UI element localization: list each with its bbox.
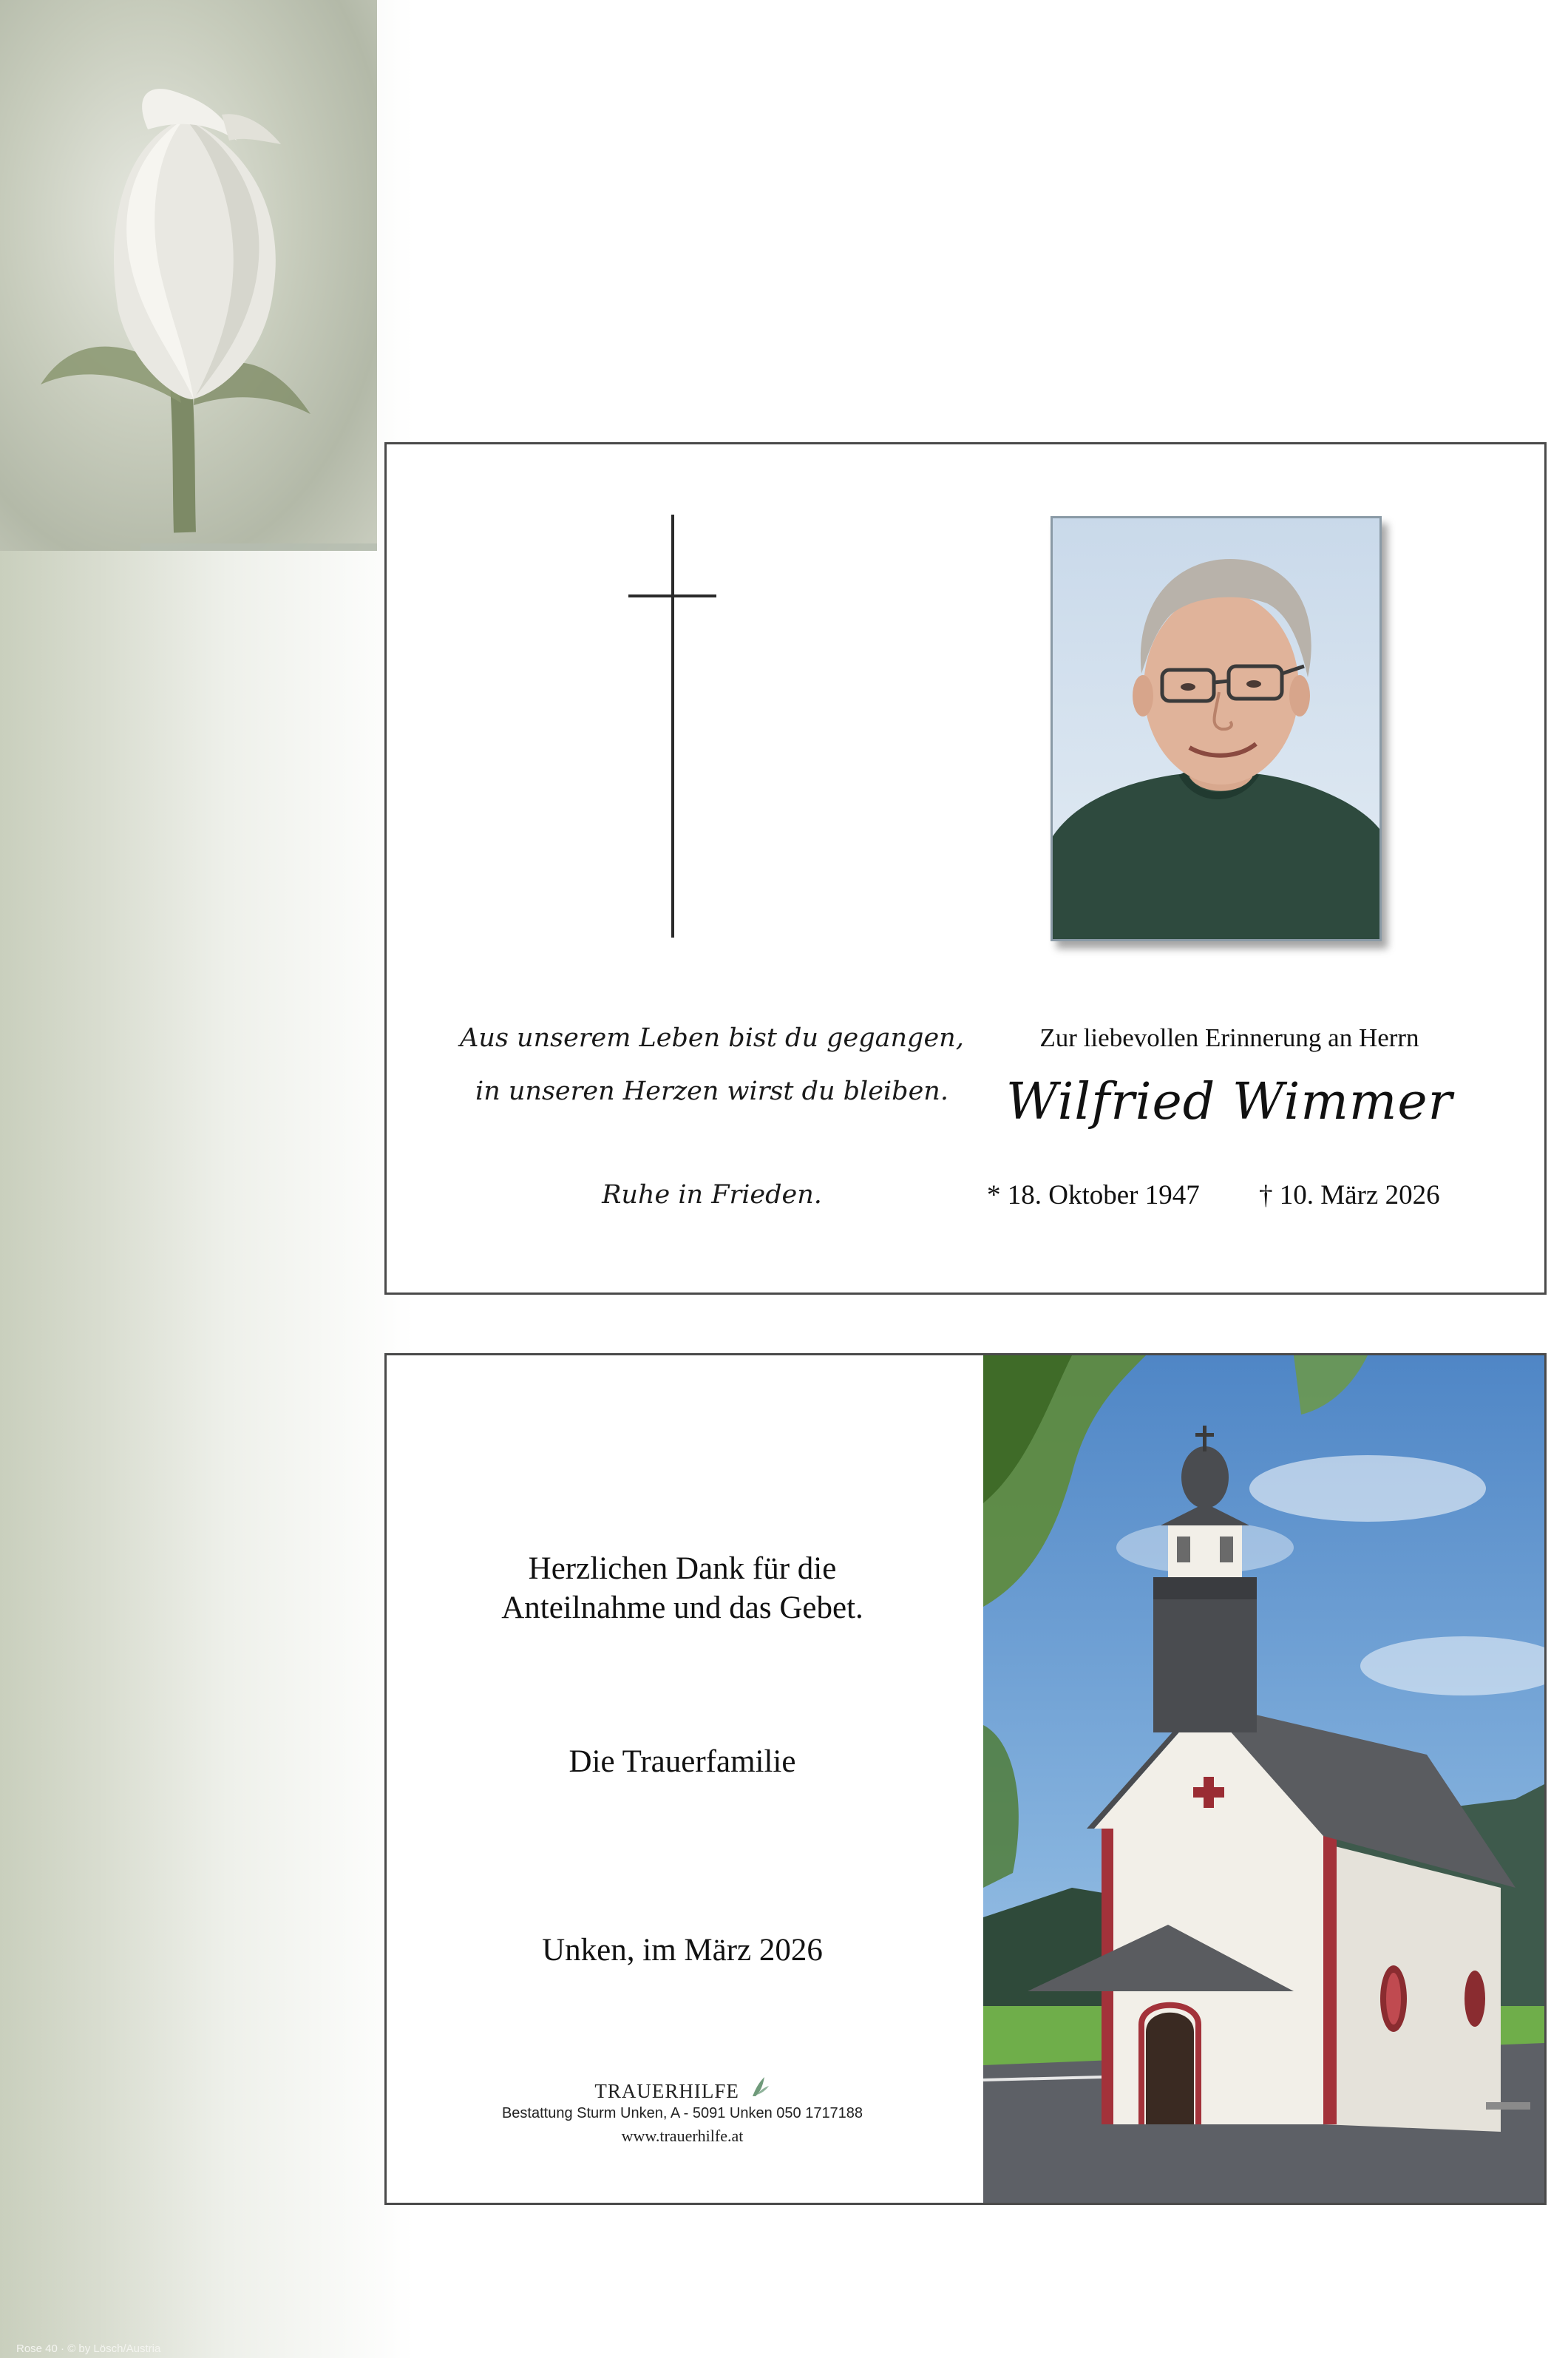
memorial-card-front xyxy=(384,442,1547,1295)
family-signature: Die Trauerfamilie xyxy=(569,1744,796,1779)
funeral-home-name: TRAUERHILFE xyxy=(594,2080,739,2102)
verse-line-1: Aus unserem Leben bist du gegangen, xyxy=(460,1023,964,1053)
thanks-line-2: Anteilnahme und das Gebet. xyxy=(501,1590,863,1625)
thanks-line-1: Herzlichen Dank für die xyxy=(528,1551,837,1586)
funeral-home-address: Bestattung Sturm Unken, A - 5091 Unken 050 1717188 xyxy=(501,2105,863,2121)
cross-icon-bar xyxy=(628,594,716,597)
death-date: † 10. März 2026 xyxy=(1259,1180,1440,1210)
image-credit: Rose 40 · © by Lösch/Austria xyxy=(16,2342,161,2355)
thanks-text xyxy=(387,1549,978,1627)
verse-line-2: in unseren Herzen wirst du bleiben. xyxy=(475,1077,948,1106)
chapel-photo xyxy=(983,1355,1544,2203)
memorial-card-back xyxy=(384,1353,1547,2205)
birth-date: * 18. Oktober 1947 xyxy=(987,1180,1200,1210)
portrait-photo xyxy=(1051,516,1382,941)
white-rose-image xyxy=(0,0,377,551)
verse-line-3: Ruhe in Frieden. xyxy=(602,1180,822,1210)
dove-icon xyxy=(748,2074,770,2101)
funeral-home-logo xyxy=(387,2074,978,2103)
cross-icon xyxy=(671,515,674,938)
place-date: Unken, im März 2026 xyxy=(542,1933,823,1968)
rose-shelf-line xyxy=(140,543,377,551)
funeral-home-website: www.trauerhilfe.at xyxy=(621,2127,744,2145)
deceased-name: Wilfried Wimmer xyxy=(1005,1073,1453,1131)
memorial-line: Zur liebevollen Erinnerung an Herrn xyxy=(1039,1023,1419,1052)
